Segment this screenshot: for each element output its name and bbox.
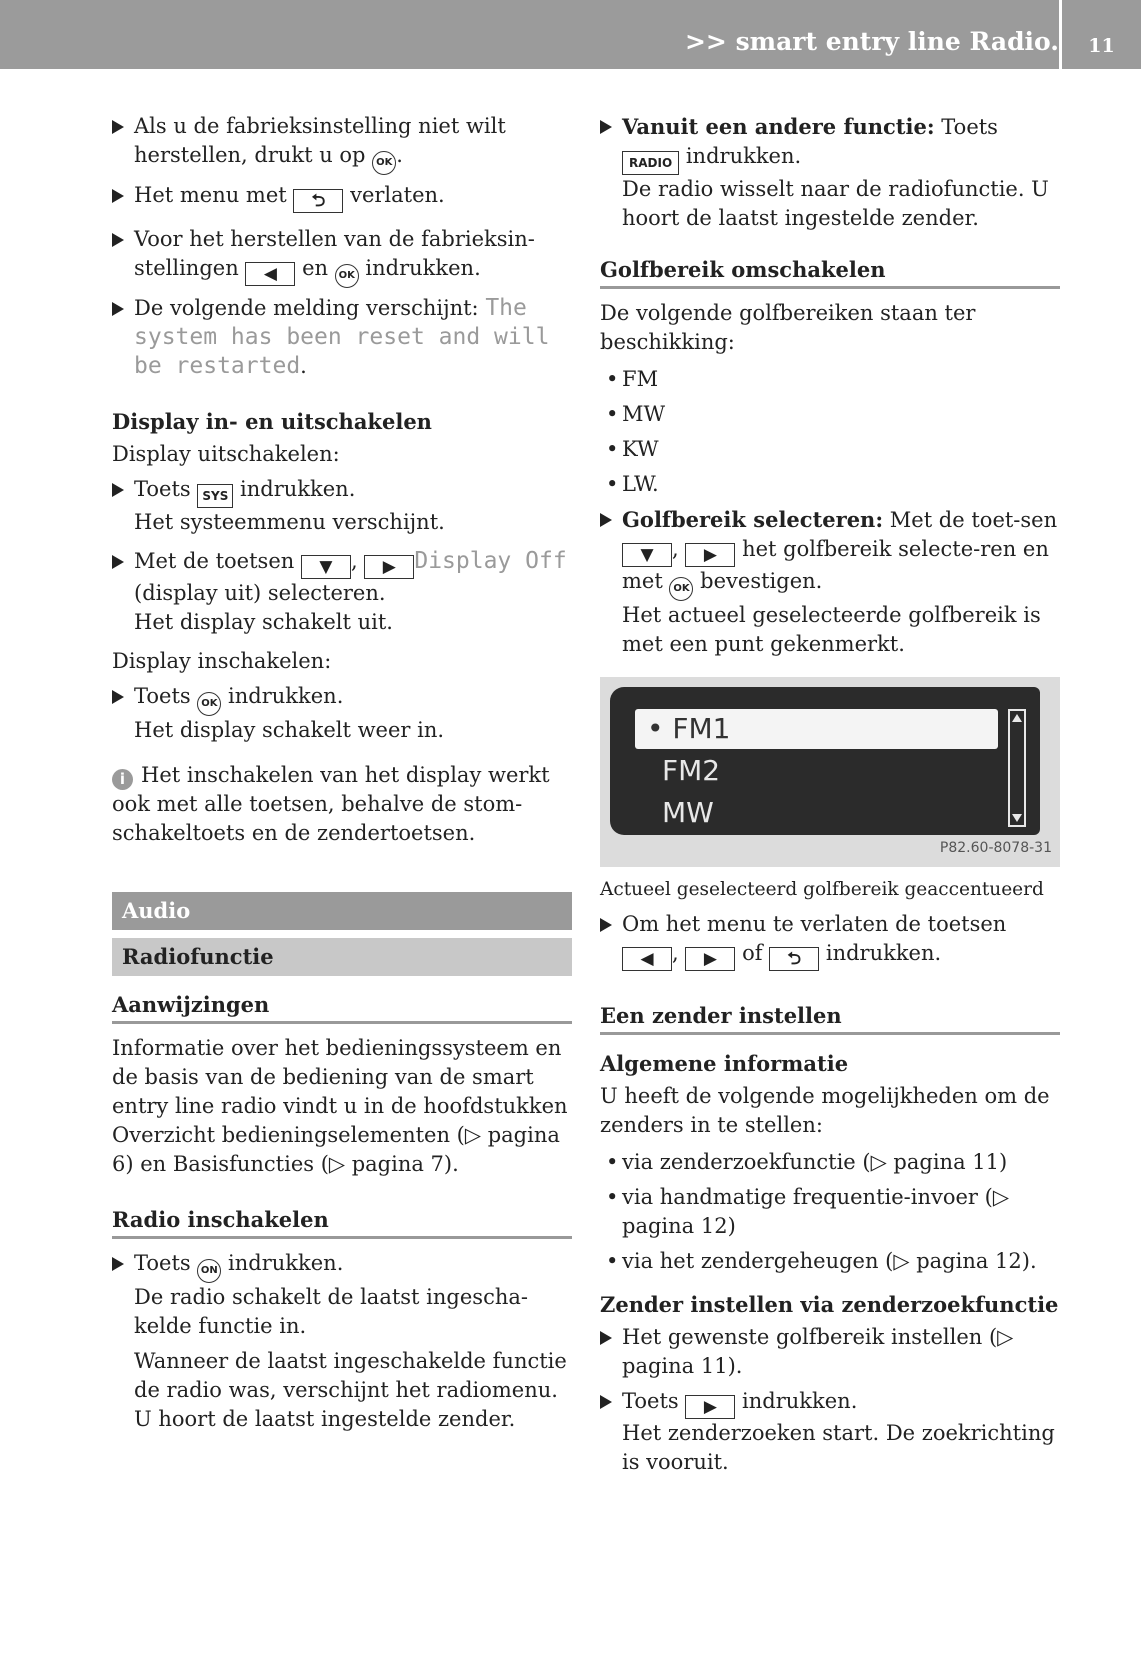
- right-key-icon: ▶: [685, 1395, 735, 1419]
- step-arrow-icon: [112, 1257, 124, 1271]
- step-arrow-icon: [112, 233, 124, 247]
- on-button-icon: ON: [197, 1259, 221, 1283]
- step-item: Om het menu te verlaten de toetsen ◀ , ▶ of ⮌ indrukken.: [600, 910, 1060, 971]
- section-bar-radio: Radiofunctie: [112, 938, 572, 976]
- band-item: • LW.: [606, 472, 659, 496]
- step-item: Toets ▶ indrukken. Het zenderzoeken start. De zoekrichting is vooruit.: [600, 1387, 1060, 1477]
- golfbereik-intro: De volgende golfbereiken staan ter beschikking:: [600, 301, 976, 354]
- back-key-icon: ⮌: [293, 189, 343, 213]
- step-arrow-icon: [600, 1331, 612, 1345]
- band-item: • FM: [606, 367, 659, 391]
- right-column: [600, 112, 1060, 1483]
- right-key-icon: ▶: [685, 947, 735, 971]
- info-icon: i: [112, 769, 133, 790]
- page-header: [0, 0, 1141, 69]
- down-key-icon: ▼: [301, 555, 351, 579]
- aanwijzingen-heading: Aanwijzingen: [112, 990, 572, 1024]
- step-item: Het menu met ⮌ verlaten.: [112, 181, 572, 213]
- step-arrow-icon: [600, 918, 612, 932]
- step-item: Voor het herstellen van de fabrieksin-stellingen ◀ en OK indrukken.: [112, 225, 572, 288]
- step-arrow-icon: [112, 555, 124, 569]
- right-key-icon: ▶: [364, 555, 414, 579]
- step-arrow-icon: [112, 120, 124, 134]
- left-key-icon: ◀: [622, 947, 672, 971]
- aanwijzingen-text: Informatie over het bedieningssysteem en de basis van de bediening van de smart entry line radio vindt u in de hoofdstukken Overzicht bedieningselementen (▷ pagina 6) en Basisfuncties (▷ pagina 7).: [112, 1036, 568, 1176]
- step-arrow-icon: [112, 690, 124, 704]
- right-key-icon: ▶: [685, 543, 735, 567]
- display-off-text: Display Off: [414, 548, 567, 574]
- radio-key-icon: RADIO: [622, 151, 679, 175]
- step-arrow-icon: [112, 483, 124, 497]
- display-on-label: Display inschakelen:: [112, 649, 332, 673]
- header-title: >> smart entry line Radio.: [684, 27, 1059, 56]
- step-item: Golfbereik selecteren: Met de toet-sen ▼ , ▶ het golfbereik selecte-ren en met OK bevestigen. Het actueel geselecteerde golfbereik is met een punt gekenmerkt.: [600, 505, 1060, 659]
- scroll-up-icon: [1012, 714, 1022, 722]
- golfbereik-heading: Golfbereik omschakelen: [600, 255, 1060, 289]
- lcd-screen: [610, 687, 1040, 835]
- display-heading: Display in- en uitschakelen: [112, 409, 432, 434]
- step-arrow-icon: [112, 189, 124, 203]
- section-bar-audio: Audio: [112, 892, 572, 930]
- scroll-down-icon: [1012, 814, 1022, 822]
- ok-button-icon: OK: [669, 577, 693, 601]
- down-key-icon: ▼: [622, 543, 672, 567]
- ok-button-icon: OK: [335, 264, 359, 288]
- display-off-label: Display uitschakelen:: [112, 442, 340, 466]
- step-item: Toets SYS indrukken. Het systeemmenu verschijnt.: [112, 475, 572, 537]
- lcd-band-option: MW: [662, 796, 714, 829]
- step-arrow-icon: [600, 513, 612, 527]
- step-arrow-icon: [600, 120, 612, 134]
- algemeen-text: U heeft de volgende mogelijkheden om de zenders in te stellen:: [600, 1084, 1050, 1137]
- step-item: Toets OK indrukken. Het display schakelt weer in.: [112, 682, 572, 745]
- lcd-band-option: FM2: [662, 754, 721, 787]
- image-reference: P82.60-8078-31: [939, 840, 1052, 856]
- step-item: Het gewenste golfbereik instellen (▷ pagina 11).: [600, 1323, 1060, 1381]
- back-key-icon: ⮌: [769, 947, 819, 971]
- ok-button-icon: OK: [372, 151, 396, 175]
- zoek-heading: Zender instellen via zenderzoekfunctie: [600, 1292, 1059, 1317]
- info-note: i Het inschakelen van het display werkt ook met alle toetsen, behalve de stom-schakeltoets en de zendertoetsen.: [112, 763, 550, 845]
- display-message: The system has been reset and will be restarted: [134, 295, 550, 379]
- sys-key-icon: SYS: [197, 484, 233, 508]
- method-item: • via zenderzoekfunctie (▷ pagina 11): [606, 1150, 1008, 1174]
- step-item: Vanuit een andere functie: Toets RADIO indrukken. De radio wisselt naar de radiofunctie. U hoort de laatst ingestelde zender.: [600, 112, 1060, 233]
- step-item: Als u de fabrieksinstelling niet wilt herstellen, drukt u op OK .: [112, 112, 572, 175]
- method-item: • via handmatige frequentie-invoer (▷ pagina 12): [606, 1185, 1009, 1238]
- radio-display-image: [600, 677, 1060, 867]
- step-item: De volgende melding verschijnt: The system has been reset and will be restarted.: [112, 294, 572, 381]
- left-column: [112, 112, 572, 1440]
- lcd-selected-band: • FM1: [635, 709, 998, 749]
- band-item: • MW: [606, 402, 666, 426]
- step-item: Toets ON indrukken. De radio schakelt de laatst ingescha-kelde functie in. Wanneer de laatst ingeschakelde functie de radio was, verschijnt het radiomenu. U hoort de laatst ingestelde zender.: [112, 1249, 572, 1434]
- image-caption: Actueel geselecteerd golfbereik geaccentueerd: [600, 879, 1044, 900]
- band-item: • KW: [606, 437, 659, 461]
- method-item: • via het zendergeheugen (▷ pagina 12).: [606, 1249, 1037, 1273]
- step-item: Met de toetsen ▼ , ▶ Display Off (display uit) selecteren. Het display schakelt uit.: [112, 547, 572, 637]
- algemeen-heading: Algemene informatie: [600, 1051, 849, 1076]
- lcd-scrollbar: [1008, 709, 1026, 827]
- ok-button-icon: OK: [197, 692, 221, 716]
- step-arrow-icon: [600, 1395, 612, 1409]
- page-number: 11: [1088, 35, 1115, 57]
- zender-heading: Een zender instellen: [600, 1001, 1060, 1035]
- step-arrow-icon: [112, 302, 124, 316]
- radio-on-heading: Radio inschakelen: [112, 1205, 572, 1239]
- left-key-icon: ◀: [245, 262, 295, 286]
